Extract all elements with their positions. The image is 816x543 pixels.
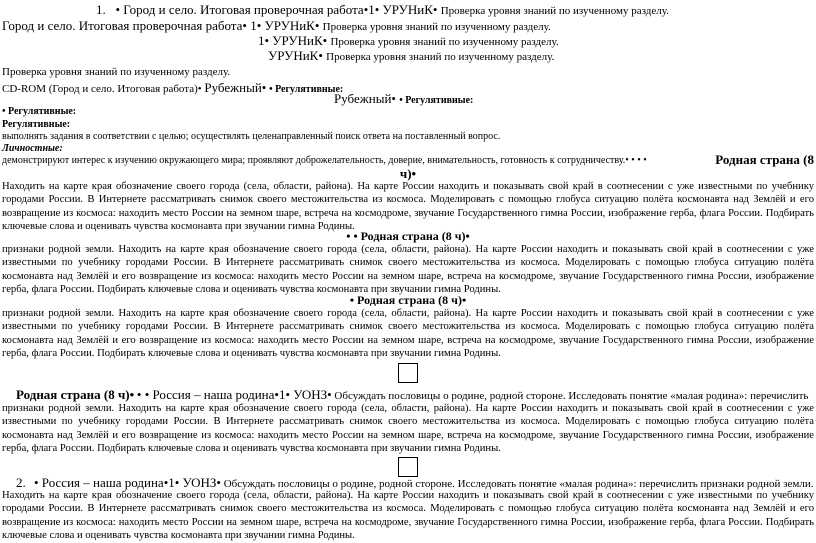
line-1-small: Проверка уровня знаний по изученному разделу. bbox=[440, 5, 669, 17]
paragraph-5: Находить на карте края обозначение своего города (села, области, района). На карте России находить и показывать свой край в соотнесении с уже известными по учебнику городами России. В Интернете рассматривать снимок своего местожительства из космоса. Моделировать с помощью глобуса ситуацию полёта космонавта над Землёй и его возвращение из космоса: находить место России на земном шаре, встреча на космодроме, звучание Государственного гимна России, изображение герба, флага России. Подбирать ключевые слова и оценивать чувства космонавта при звучании гимна Родины. bbox=[2, 490, 814, 542]
paragraph-2: признаки родной земли. Находить на карте края обозначение своего города (села, области, района). На карте России находить и показывать свой край в соотнесении с уже известными по учебнику городами России. В Интернете рассматривать снимок своего местожительства из космоса. Моделировать с помощью глобуса ситуацию полёта космонавта над Землёй и его возвращение из космоса: находить место России на земном шаре, встреча на космодроме, звучание Государственного гимна России, изображение герба, флага России. Подбирать ключевые слова и оценивать чувства космонавта при звучании гимна Родины. bbox=[2, 244, 814, 296]
line-12 bbox=[2, 155, 647, 166]
line-1-text: • Город и село. Итоговая проверочная работа•1• УРУНиК• bbox=[115, 2, 438, 17]
heading-2: • • Родная страна (8 ч)• bbox=[346, 229, 470, 243]
heading-4-a: Родная страна (8 ч)• bbox=[16, 387, 135, 402]
line-3 bbox=[258, 33, 559, 49]
line-7 bbox=[334, 91, 473, 107]
heading-3: • Родная страна (8 ч)• bbox=[349, 293, 467, 307]
empty-box-1 bbox=[398, 363, 418, 383]
paragraph-3: признаки родной земли. Находить на карте края обозначение своего города (села, области, района). На карте России находить и показывать свой край в соотнесении с уже известными по учебнику городами России. В Интернете рассматривать снимок своего местожительства из космоса. Моделировать с помощью глобуса ситуацию полёта космонавта над Землёй и его возвращение из космоса: находить место России на земном шаре, встреча на космодроме, звучание Государственного гимна России, изображение герба, флага России. Подбирать ключевые слова и оценивать чувства космонавта при звучании гимна Родины. bbox=[2, 308, 814, 360]
paragraph-1: Находить на карте края обозначение своего города (села, области, района). На карте России находить и показывать свой край в соотнесении с уже известными по учебнику городами России. В Интернете рассматривать снимок своего местожительства из космоса. Моделировать с помощью глобуса ситуацию полёта космонавта над Землёй и его возвращение из космоса: находить место России на земном шаре, встреча на космодроме, звучание Государственного гимна России, изображение герба, флага России. Подбирать ключевые слова и оценивать чувства космонавта при звучании гимна Родины. bbox=[2, 181, 814, 233]
empty-box-2 bbox=[398, 457, 418, 477]
heading-4 bbox=[16, 387, 808, 403]
line-2-text: Город и село. Итоговая проверочная работа• 1• УРУНиК• bbox=[2, 18, 320, 33]
line-3-small: Проверка уровня знаний по изученному разделу. bbox=[330, 36, 559, 48]
line-5: Проверка уровня знаний по изученному разделу. bbox=[2, 66, 231, 78]
line-6-c: • Регулятивные: bbox=[269, 84, 344, 95]
line-9: Регулятивные: bbox=[2, 119, 71, 130]
line-1 bbox=[96, 2, 669, 18]
line-4 bbox=[268, 48, 554, 64]
line-10: выполнять задания в соответствии с целью; осуществлять целенаправленный поиск ответа на поставленный вопрос. bbox=[2, 131, 501, 142]
line-4-text: УРУНиК• bbox=[268, 48, 323, 63]
list-number-2: 2. bbox=[16, 475, 26, 490]
line-7-a: Рубежный• bbox=[334, 91, 396, 106]
line-7-b: • Регулятивные: bbox=[399, 95, 474, 106]
paragraph-4: признаки родной земли. Находить на карте края обозначение своего города (села, области, района). На карте России находить и показывать свой край в соотнесении с уже известными по учебнику городами России. В Интернете рассматривать снимок своего местожительства из космоса. Моделировать с помощью глобуса ситуацию полёта космонавта над Землёй и его возвращение из космоса: находить место России на земном шаре, встреча на космодроме, звучание Государственного гимна России, изображение герба, флага России. Подбирать ключевые слова и оценивать чувства космонавта при звучании гимна Родины. bbox=[2, 403, 814, 455]
heading-4-b: • • Россия – наша родина•1• УОНЗ• bbox=[136, 387, 332, 402]
heading-5-b: Обсуждать пословицы о родине, родной стороне. Исследовать понятие «малая родина»: перечислить признаки родной земли. bbox=[223, 478, 814, 490]
heading-4-c: Обсуждать пословицы о родине, родной стороне. Исследовать понятие «малая родина»: перечислить bbox=[334, 390, 809, 402]
line-2 bbox=[2, 18, 551, 34]
list-number-1: 1. bbox=[96, 2, 106, 17]
line-11: Личностные: bbox=[2, 143, 63, 154]
line-12-a: демонстрируют интерес к изучению окружающего мира; проявляют доброжелательность, доверие, внимательность, готовность к сотрудничеству.• • • • bbox=[2, 155, 647, 166]
line-8: • Регулятивные: bbox=[2, 106, 77, 117]
line-3-text: 1• УРУНиК• bbox=[258, 33, 328, 48]
line-6-a: CD-ROM (Город и село. Итоговая работа)• bbox=[2, 83, 202, 95]
line-4-small: Проверка уровня знаний по изученному разделу. bbox=[326, 51, 555, 63]
line-12-tail: ч)• bbox=[399, 166, 417, 181]
heading-5-a: • Россия – наша родина•1• УОНЗ• bbox=[34, 475, 221, 490]
line-2-small: Проверка уровня знаний по изученному разделу. bbox=[322, 21, 551, 33]
line-6 bbox=[2, 80, 343, 96]
line-12-heading: Родная страна (8 bbox=[715, 152, 814, 167]
line-6-b: Рубежный• bbox=[204, 80, 267, 95]
